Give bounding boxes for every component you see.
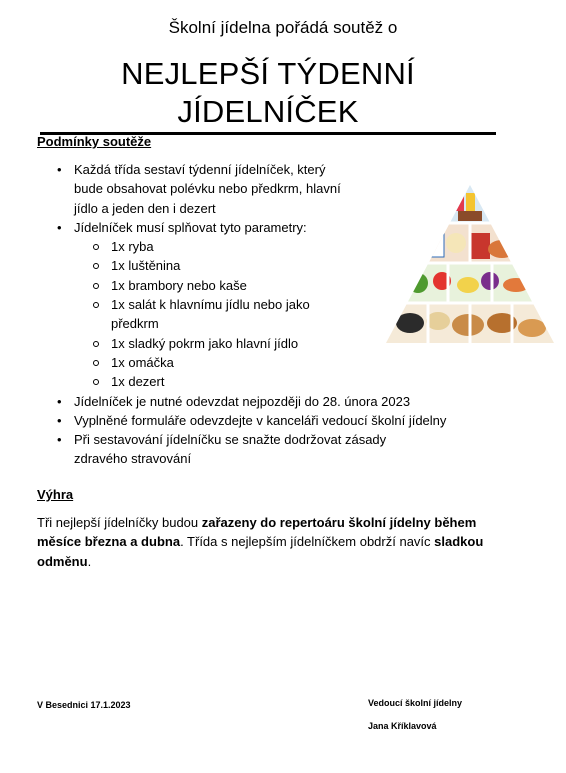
conditions-heading: Podmínky soutěže	[37, 134, 152, 149]
prize-bold: zařazeny do repertoáru školní jídelny během měsíce března a dubna	[37, 515, 477, 550]
signature-role: Vedoucí školní jídelny	[368, 698, 463, 708]
signature-name: Jana Kříklavová	[368, 721, 437, 731]
intro-text: Školní jídelna pořádá soutěž o	[168, 18, 398, 37]
list-item-text: Jídelníček musí splňovat tyto parametry:	[74, 219, 307, 235]
param-item: 1x luštěnina	[111, 256, 354, 275]
param-item: 1x brambory nebo kaše	[111, 276, 354, 295]
prize-text: . Třída s nejlepším jídelníčkem obdrží navíc	[180, 534, 435, 550]
list-item	[74, 218, 354, 392]
prize-text: .	[87, 553, 92, 569]
params-list	[74, 237, 354, 391]
list-item: • Každá třída sestaví týdenní jídelníček, který bude obsahovat polévku nebo předkrm, hlavní jídlo a jeden den i dezert	[74, 160, 354, 218]
prize-bold: sladkou odměnu	[37, 534, 484, 569]
param-item: 1x omáčka	[111, 353, 354, 372]
list-item: • Vyplněné formuláře odevzdejte v kanceláři vedoucí školní jídelny	[74, 411, 474, 430]
prize-paragraph	[37, 513, 507, 571]
page-title: NEJLEPŠÍ TÝDENNÍ JÍDELNÍČEK	[40, 55, 496, 135]
param-item: 1x sladký pokrm jako hlavní jídlo	[111, 334, 354, 353]
param-item: 1x ryba	[111, 237, 354, 256]
place-date: V Besednici 17.1.2023	[37, 700, 131, 710]
list-item: • Při sestavování jídelníčku se snažte dodržovat zásady zdravého stravování	[74, 430, 394, 469]
list-item: • Jídelníček je nutné odevzdat nejpozději do 28. února 2023	[74, 392, 474, 411]
param-item: 1x dezert	[111, 372, 354, 391]
conditions-list	[74, 160, 447, 469]
prize-text: Tři nejlepší jídelníčky budou	[37, 515, 202, 530]
prize-heading: Výhra	[37, 487, 74, 502]
param-item: 1x salát k hlavnímu jídlu nebo jako předkrm	[111, 295, 354, 334]
food-pyramid-icon	[384, 183, 556, 345]
